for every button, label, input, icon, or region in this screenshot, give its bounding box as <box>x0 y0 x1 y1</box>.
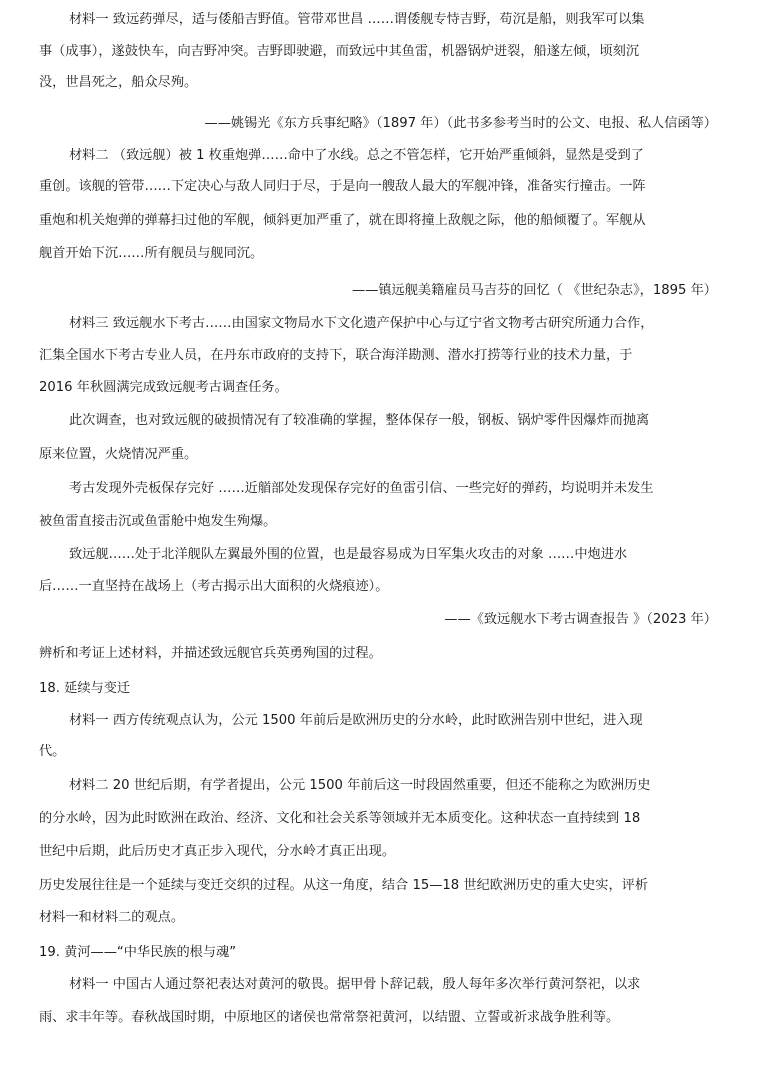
q17-material-1-line-3: 没，世昌死之，船众尽殉。 <box>39 75 198 90</box>
q17-material-3-para-2-line-2: 原来位置，火烧情况严重。 <box>39 447 198 462</box>
q17-material-3-para-3-line-2: 被鱼雷直接击沉或鱼雷舱中炮发生殉爆。 <box>39 514 277 529</box>
q17-material-2-source: ——镇远舰美籍雇员马吉芬的回忆（ 《世纪杂志》，1895 年） <box>351 283 717 298</box>
q17-material-3-para-2-line-1: 此次调查，也对致远舰的破损情况有了较准确的掌握，整体保存一般，钢板、锅炉零件因爆炸而抛离 <box>69 413 650 428</box>
q17-material-3-line-2: 汇集全国水下考古专业人员，在丹东市政府的支持下，联合海洋勘测、潜水打捞等行业的技术力量，于 <box>39 348 633 363</box>
q17-material-3-line-1: 材料三 致远舰水下考古……由国家文物局水下文化遗产保护中心与辽宁省文物考古研究所通力合作， <box>69 316 654 331</box>
q17-material-2-line-1: 材料二 （致远舰）被 1 枚重炮弹……命中了水线。总之不管怎样，它开始严重倾斜，显然是受到了 <box>69 148 644 163</box>
q18-material-2-line-1: 材料二 20 世纪后期，有学者提出，公元 1500 年前后这一时段固然重要，但还不能称之为欧洲历史 <box>69 778 651 793</box>
q17-material-3-para-4-line-1: 致远舰……处于北洋舰队左翼最外围的位置，也是最容易成为日军集火攻击的对象 ……中炮进水 <box>69 547 628 562</box>
q17-material-3-para-4-line-2: 后……一直坚持在战场上（考古揭示出大面积的火烧痕迹）。 <box>39 579 389 594</box>
q18-material-2-line-2: 的分水岭，因为此时欧洲在政治、经济、文化和社会关系等领域并无本质变化。这种状态一直持续到 18 <box>39 811 641 826</box>
q17-material-2-line-3: 重炮和机关炮弹的弹幕扫过他的军舰，倾斜更加严重了，就在即将撞上敌舰之际，他的船倾覆了。军舰从 <box>39 213 646 228</box>
q18-material-1-line-2: 代。 <box>39 744 66 759</box>
q18-title: 18. 延续与变迁 <box>39 681 131 696</box>
q19-title: 19. 黄河——“中华民族的根与魂” <box>39 945 237 960</box>
q18-material-2-line-3: 世纪中后期，此后历史才真正步入现代，分水岭才真正出现。 <box>39 844 396 859</box>
q18-material-1-line-1: 材料一 西方传统观点认为，公元 1500 年前后是欧洲历史的分水岭，此时欧洲告别中世纪，进入现 <box>69 713 643 728</box>
q19-material-1-line-1: 材料一 中国古人通过祭祀表达对黄河的敬畏。据甲骨卜辞记载，殷人每年多次举行黄河祭祀，以求 <box>69 977 641 992</box>
q18-task-line-1: 历史发展往往是一个延续与变迁交织的过程。从这一角度，结合 15—18 世纪欧洲历史的重大史实，评析 <box>39 878 649 893</box>
q17-material-2-line-4: 舰首开始下沉……所有舰员与舰同沉。 <box>39 246 264 261</box>
q17-material-3-source: ——《致远舰水下考古调查报告 》（2023 年） <box>444 612 717 627</box>
q18-task-line-2: 材料一和材料二的观点。 <box>39 910 185 925</box>
q17-task: 辨析和考证上述材料，并描述致远舰官兵英勇殉国的过程。 <box>39 646 382 661</box>
q17-material-1-line-1: 材料一 致远药弹尽，适与倭船吉野值。管带邓世昌 ……谓倭舰专恃吉野，苟沉是船，则我军可以集 <box>69 12 645 27</box>
q19-material-1-line-2: 雨、求丰年等。春秋战国时期，中原地区的诸侯也常常祭祀黄河，以结盟、立誓或祈求战争胜利等。 <box>39 1010 620 1025</box>
q17-material-2-line-2: 重创。该舰的管带……下定决心与敌人同归于尽，于是向一艘敌人最大的军舰冲锋，准备实行撞击。一阵 <box>39 179 646 194</box>
q17-material-1-line-2: 事（成事），遂鼓快车，向吉野冲突。吉野即驶避，而致远中其鱼雷，机器锅炉迸裂，船遂左倾，顷刻沉 <box>39 44 640 59</box>
q17-material-1-source: ——姚锡光《东方兵事纪略》（1897 年）（此书多参考当时的公文、电报、私人信函等） <box>204 116 717 131</box>
q17-material-3-para-3-line-1: 考古发现外壳板保存完好 ……近艏部处发现保存完好的鱼雷引信、一些完好的弹药，均说明并未发生 <box>69 481 654 496</box>
q17-material-3-line-3: 2016 年秋圆满完成致远舰考古调查任务。 <box>39 380 288 395</box>
